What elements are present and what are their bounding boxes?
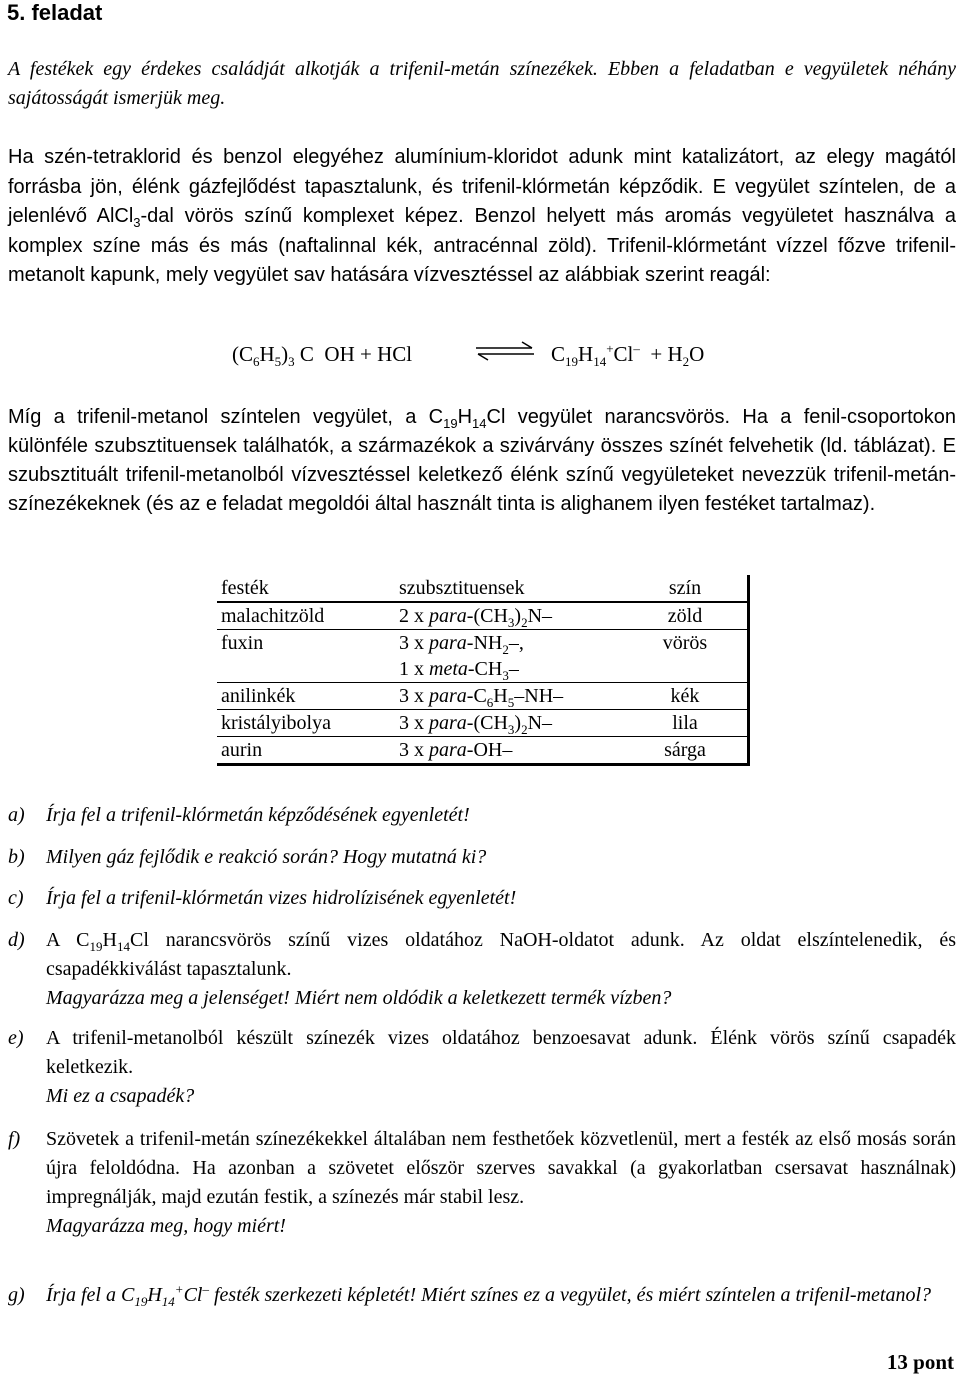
header-color: szín (623, 575, 749, 602)
table-row (217, 602, 749, 630)
table-header-row (217, 575, 749, 602)
dye-name: aurin (221, 739, 263, 761)
dye-name: kristályibolya (217, 710, 395, 737)
equation-right: $C_{19}H_{14}^+Cl^- + H_2O$ (551, 341, 705, 370)
question-f: f) Szövetek a trifenil-metán színezékekkel általában nem festhetőek közvetlenül, mert a festék az első mosás során újra feloldódna. Ha azonban a szövetet először szerves savakkal (a gyakorlatban csersavat használnak) impregnálják, majd ezután festik, a színezés már stabil lesz. Magyarázza meg, hogy miért! (8, 1128, 956, 1237)
task-title: 5. feladat (7, 0, 103, 25)
p1-text-b: -dal vörös színű komplexet képez. Benzol helyett más aromás vegyületet használva a komplex színe más és más (naftalinnal kék, antracénnal zöld). Trifenil-klórmetánt vízzel főzve trifenil-metanolt kapunk, mely vegyület sav hatására vízvesztéssel az alábbiak szerint reagál: (8, 205, 956, 286)
dye-color: kék (623, 683, 749, 710)
question-g: g) Írja fel a $C_{19}H_{14}^+Cl^-$ festék szerkezeti képletét! Miért színes ez a vegyület, és miért színtelen a trifenil-metanol? (8, 1281, 932, 1309)
dye-name: anilinkék (217, 683, 395, 710)
question-b: b) Milyen gáz fejlődik e reakció során? Hogy mutatná ki? (8, 846, 487, 868)
header-dye: festék (217, 575, 395, 602)
question-a: a) Írja fel a trifenil-klórmetán képződésének egyenletét! (8, 804, 470, 826)
dye-name: fuxin (217, 630, 395, 683)
equilibrium-arrow-icon (474, 340, 536, 362)
table-row (217, 710, 749, 737)
paragraph-2: Míg a trifenil-metanol színtelen vegyület, a $C_{19}H_{14}Cl$ vegyület narancsvörös. Ha a fenil-csoportokon különféle szubsztituensek találhatók, a származékok a szivárvány összes színét felvehetik (ld. táblázat). E szubsztituált trifenil-metanolból vízvesztéssel keletkező élénk színű vegyületeket nevezzük trifenil-metán-színezékeknek (és az e feladat megoldói által használt tinta is alighanem ilyen festéket tartalmaz). (8, 406, 956, 515)
table-row (217, 737, 749, 765)
substituents: 3 x para-$NH_2-$, 1 x meta-$CH_3-$ (395, 630, 623, 683)
dye-color: sárga (664, 739, 706, 761)
dye-color: vörös (623, 630, 749, 683)
intro-text: A festékek egy érdekes családját alkotják a trifenil-metán színezékek. Ebben a feladatban e vegyületek néhány sajátosságát ismerjük meg. (8, 58, 956, 109)
points-total: 13 pont (886, 1350, 954, 1374)
dye-name: malachitzöld (217, 602, 395, 630)
header-substituents: szubsztituensek (395, 575, 623, 602)
question-d: d) A $C_{19}H_{14}Cl$ narancsvörös színű vizes oldatához NaOH-oldatot adunk. Az oldat elszíntelenedik, és csapadékkiválást tapasztalunk. Magyarázza meg a jelenséget! Miért nem oldódik a keletkezett termék vízben? (8, 929, 956, 1009)
question-e: e) A trifenil-metanolból készült színezék vizes oldatához benzoesavat adunk. Élénk vörös színű csapadék keletkezik. Mi ez a csapadék? (8, 1027, 956, 1107)
equation-left: $(C_6H_5)_3$ C OH + HCl (232, 342, 413, 370)
table-row (217, 630, 749, 683)
p1-subscript: 3 (133, 215, 141, 230)
p1-text-a: Ha szén-tetraklorid és benzol elegyéhez alumínium-kloridot adunk mint katalizátort, az elegy magától forrásba jön, élénk gázfejlődést tapasztalunk, és trifenil-klórmetán képződik. E vegyület színtelen, de a jelenlévő AlCl (8, 146, 956, 227)
substituents: 3 x para-OH– (399, 739, 513, 761)
substituents: 3 x para-$(CH_3)_2N-$ (395, 710, 623, 737)
table-row (217, 683, 749, 710)
dye-table (217, 575, 750, 766)
substituents: 2 x para-$(CH_3)_2N-$ (395, 602, 623, 630)
paragraph-1 (8, 143, 956, 291)
question-c: c) Írja fel a trifenil-klórmetán vizes hidrolízisének egyenletét! (8, 887, 517, 909)
dye-color: lila (623, 710, 749, 737)
substituents: 3 x para-$C_6H_5-NH-$ (395, 683, 623, 710)
dye-color: zöld (623, 602, 749, 630)
